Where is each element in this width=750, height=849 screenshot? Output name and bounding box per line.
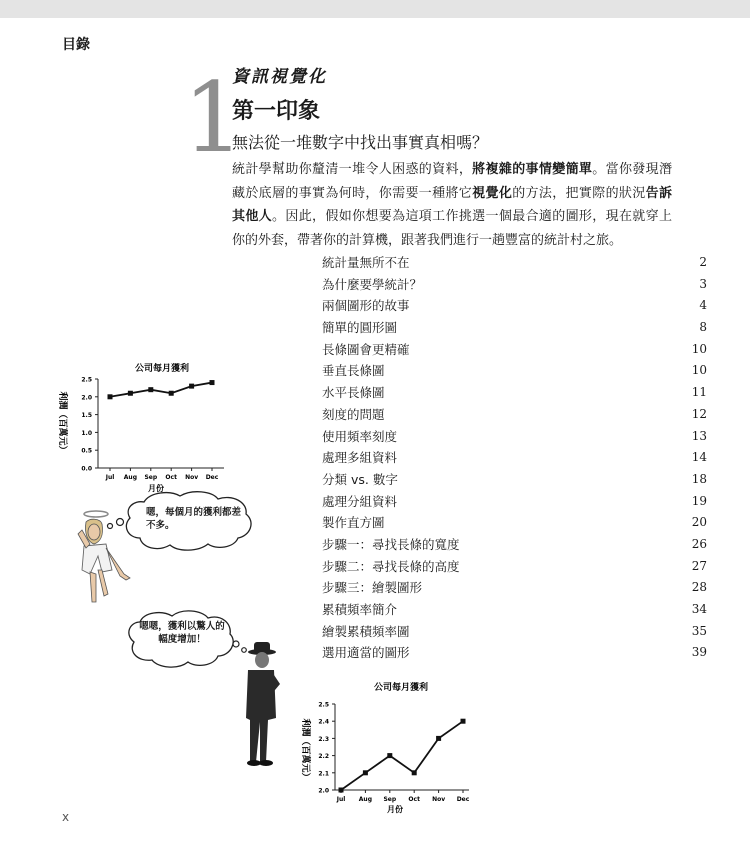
y-tick-label: 2.1	[318, 770, 329, 778]
toc-entry-title: 製作直方圖	[322, 515, 385, 531]
data-point	[189, 384, 194, 389]
toc-entry-title: 分類 vs. 數字	[322, 471, 398, 487]
table-of-contents	[322, 252, 707, 664]
toc-entry-page: 10	[691, 341, 707, 356]
data-point	[169, 391, 174, 396]
y-tick-label: 2.2	[318, 753, 329, 761]
bubble-text: 嗯，每個月的獲利都差不多。	[146, 507, 242, 531]
toc-entry-page: 35	[691, 623, 707, 638]
toc-entry-page: 11	[691, 385, 707, 400]
y-tick-label: 2.3	[318, 735, 329, 743]
intro-emphasis: 視覺化	[472, 185, 513, 201]
data-point	[436, 736, 441, 741]
toc-entry-title: 使用頻率刻度	[322, 428, 398, 444]
speech-bubble-man	[120, 608, 250, 672]
toc-entry-title: 累積頻率簡介	[322, 602, 398, 617]
woman-figure	[72, 508, 136, 612]
chart-ylabel: 利潤（百萬元）	[300, 718, 310, 782]
toc-entry-title: 為什麼要學統計？	[322, 276, 423, 292]
chapter-title: 第一印象	[232, 99, 321, 124]
toc-entry[interactable]	[322, 534, 707, 556]
toc-entry[interactable]	[322, 382, 707, 404]
profit-chart-flat	[52, 355, 232, 495]
toc-entry[interactable]	[322, 295, 707, 317]
y-tick-label: 0.0	[81, 465, 92, 473]
toc-entry[interactable]	[322, 404, 707, 426]
x-tick-label: Sep	[383, 796, 397, 803]
toc-entry[interactable]	[322, 577, 707, 599]
chapter-number: 1	[183, 62, 245, 174]
chart-xlabel: 月份	[148, 484, 164, 493]
chart-ylabel: 利潤（百萬元）	[57, 391, 67, 455]
toc-entry-title: 處理分組資料	[322, 493, 398, 509]
toc-entry[interactable]	[322, 426, 707, 448]
toc-entry-title: 選用適當的圖形	[322, 645, 410, 661]
toc-entry[interactable]	[322, 599, 707, 621]
intro-text: 統計學幫助你釐清一堆令人困惑的資料，	[232, 162, 473, 177]
data-point	[148, 387, 153, 392]
x-tick-label: Aug	[123, 474, 138, 481]
intro-text: 的方法，把實際的狀況	[512, 185, 646, 201]
data-point	[128, 391, 133, 396]
toc-entry-page: 19	[691, 493, 707, 508]
chart-title: 公司每月獲利	[134, 364, 190, 374]
y-tick-label: 1.5	[81, 412, 92, 420]
toc-entry[interactable]	[322, 317, 707, 339]
data-point	[108, 394, 113, 399]
toc-entry[interactable]	[322, 621, 707, 643]
intro-text: 。當你發現潛藏於底層的事實為何時，你需要一種將它	[232, 162, 672, 201]
toc-entry-page: 3	[699, 276, 707, 291]
toc-entry[interactable]	[322, 512, 707, 534]
toc-entry-title: 步驟三：繪製圖形	[322, 580, 423, 596]
toc-entry-page: 8	[699, 320, 707, 335]
chart-xlabel: 月份	[387, 805, 403, 814]
man-figure	[236, 640, 284, 768]
x-tick-label: Jul	[105, 474, 115, 481]
page-number: x	[62, 810, 70, 824]
y-tick-label: 2.0	[81, 394, 92, 402]
bubble-text: 嗯嗯，獲利以驚人的幅度增加！	[139, 621, 225, 645]
x-tick-label: Nov	[432, 796, 446, 803]
y-tick-label: 2.0	[318, 787, 329, 795]
toc-entry[interactable]	[322, 556, 707, 578]
toc-entry-page: 34	[691, 602, 707, 616]
toc-entry[interactable]	[322, 491, 707, 513]
data-point	[387, 753, 392, 758]
toc-entry-title: 刻度的問題	[322, 406, 385, 422]
toc-entry-title: 處理多組資料	[322, 450, 398, 466]
y-tick-label: 1.0	[81, 429, 92, 437]
x-tick-label: Nov	[185, 474, 199, 481]
toc-entry[interactable]	[322, 252, 707, 274]
toc-entry[interactable]	[322, 642, 707, 664]
y-tick-label: 2.4	[318, 718, 329, 726]
data-point	[339, 788, 344, 793]
toc-entry-title: 水平長條圖	[322, 385, 385, 401]
x-tick-label: Aug	[358, 796, 373, 803]
toc-entry-page: 13	[691, 428, 707, 443]
toc-entry-title: 步驟一：尋找長條的寬度	[322, 536, 460, 552]
toc-entry[interactable]	[322, 469, 707, 491]
toc-header[interactable]: 目錄	[62, 37, 90, 53]
toc-entry-page: 14	[691, 450, 707, 465]
chapter-subtitle: 無法從一堆數字中找出事實真相嗎？	[232, 133, 489, 152]
toc-entry-page: 18	[691, 471, 707, 486]
x-tick-label: Oct	[408, 796, 420, 803]
x-tick-label: Dec	[205, 474, 219, 481]
profit-chart-zoomed	[293, 676, 483, 816]
x-tick-label: Oct	[165, 474, 177, 481]
series-line	[110, 383, 212, 397]
chapter-subject: 資訊視覺化	[232, 67, 327, 87]
y-tick-label: 2.5	[318, 701, 329, 709]
toc-entry[interactable]	[322, 447, 707, 469]
data-point	[210, 380, 215, 385]
toc-entry-page: 20	[691, 515, 707, 530]
x-tick-label: Jul	[336, 796, 346, 803]
toc-entry-page: 28	[691, 580, 707, 595]
x-tick-label: Sep	[144, 474, 158, 481]
data-point	[412, 770, 417, 775]
toc-entry-title: 繪製累積頻率圖	[322, 623, 410, 639]
toc-entry-page: 10	[691, 363, 707, 378]
toc-entry-title: 簡單的圓形圖	[322, 320, 398, 336]
series-line	[341, 721, 463, 790]
toc-entry-title: 兩個圖形的故事	[322, 298, 410, 314]
toc-entry[interactable]	[322, 339, 707, 361]
toc-entry-page: 4	[699, 298, 707, 313]
toc-entry-title: 步驟二：尋找長條的高度	[322, 558, 460, 574]
chart-title: 公司每月獲利	[373, 683, 429, 693]
top-bar	[0, 0, 750, 18]
x-tick-label: Dec	[456, 796, 470, 803]
toc-entry-page: 27	[691, 558, 707, 573]
intro-emphasis: 告訴其他人	[232, 185, 672, 224]
data-point	[363, 770, 368, 775]
toc-entry-page: 39	[691, 645, 707, 660]
y-tick-label: 2.5	[81, 376, 92, 384]
toc-entry-title: 長條圖會更精確	[322, 341, 410, 357]
intro-paragraph	[232, 158, 672, 252]
toc-entry-title: 統計量無所不在	[322, 255, 410, 270]
data-point	[461, 719, 466, 724]
toc-entry-page: 2	[699, 255, 707, 269]
toc-entry-page: 26	[691, 536, 707, 551]
toc-entry-page: 12	[691, 406, 707, 421]
toc-entry[interactable]	[322, 274, 707, 296]
y-tick-label: 0.5	[81, 447, 92, 455]
toc-entry-title: 垂直長條圖	[322, 363, 385, 379]
intro-emphasis: 將複雜的事情變簡單	[472, 162, 593, 177]
toc-entry[interactable]	[322, 360, 707, 382]
intro-text: 。因此，假如你想要為這項工作挑選一個最合適的圖形，現在就穿上你的外套，帶著你的計算機，跟著我們進行一趟豐富的統計村之旅。	[232, 209, 672, 248]
